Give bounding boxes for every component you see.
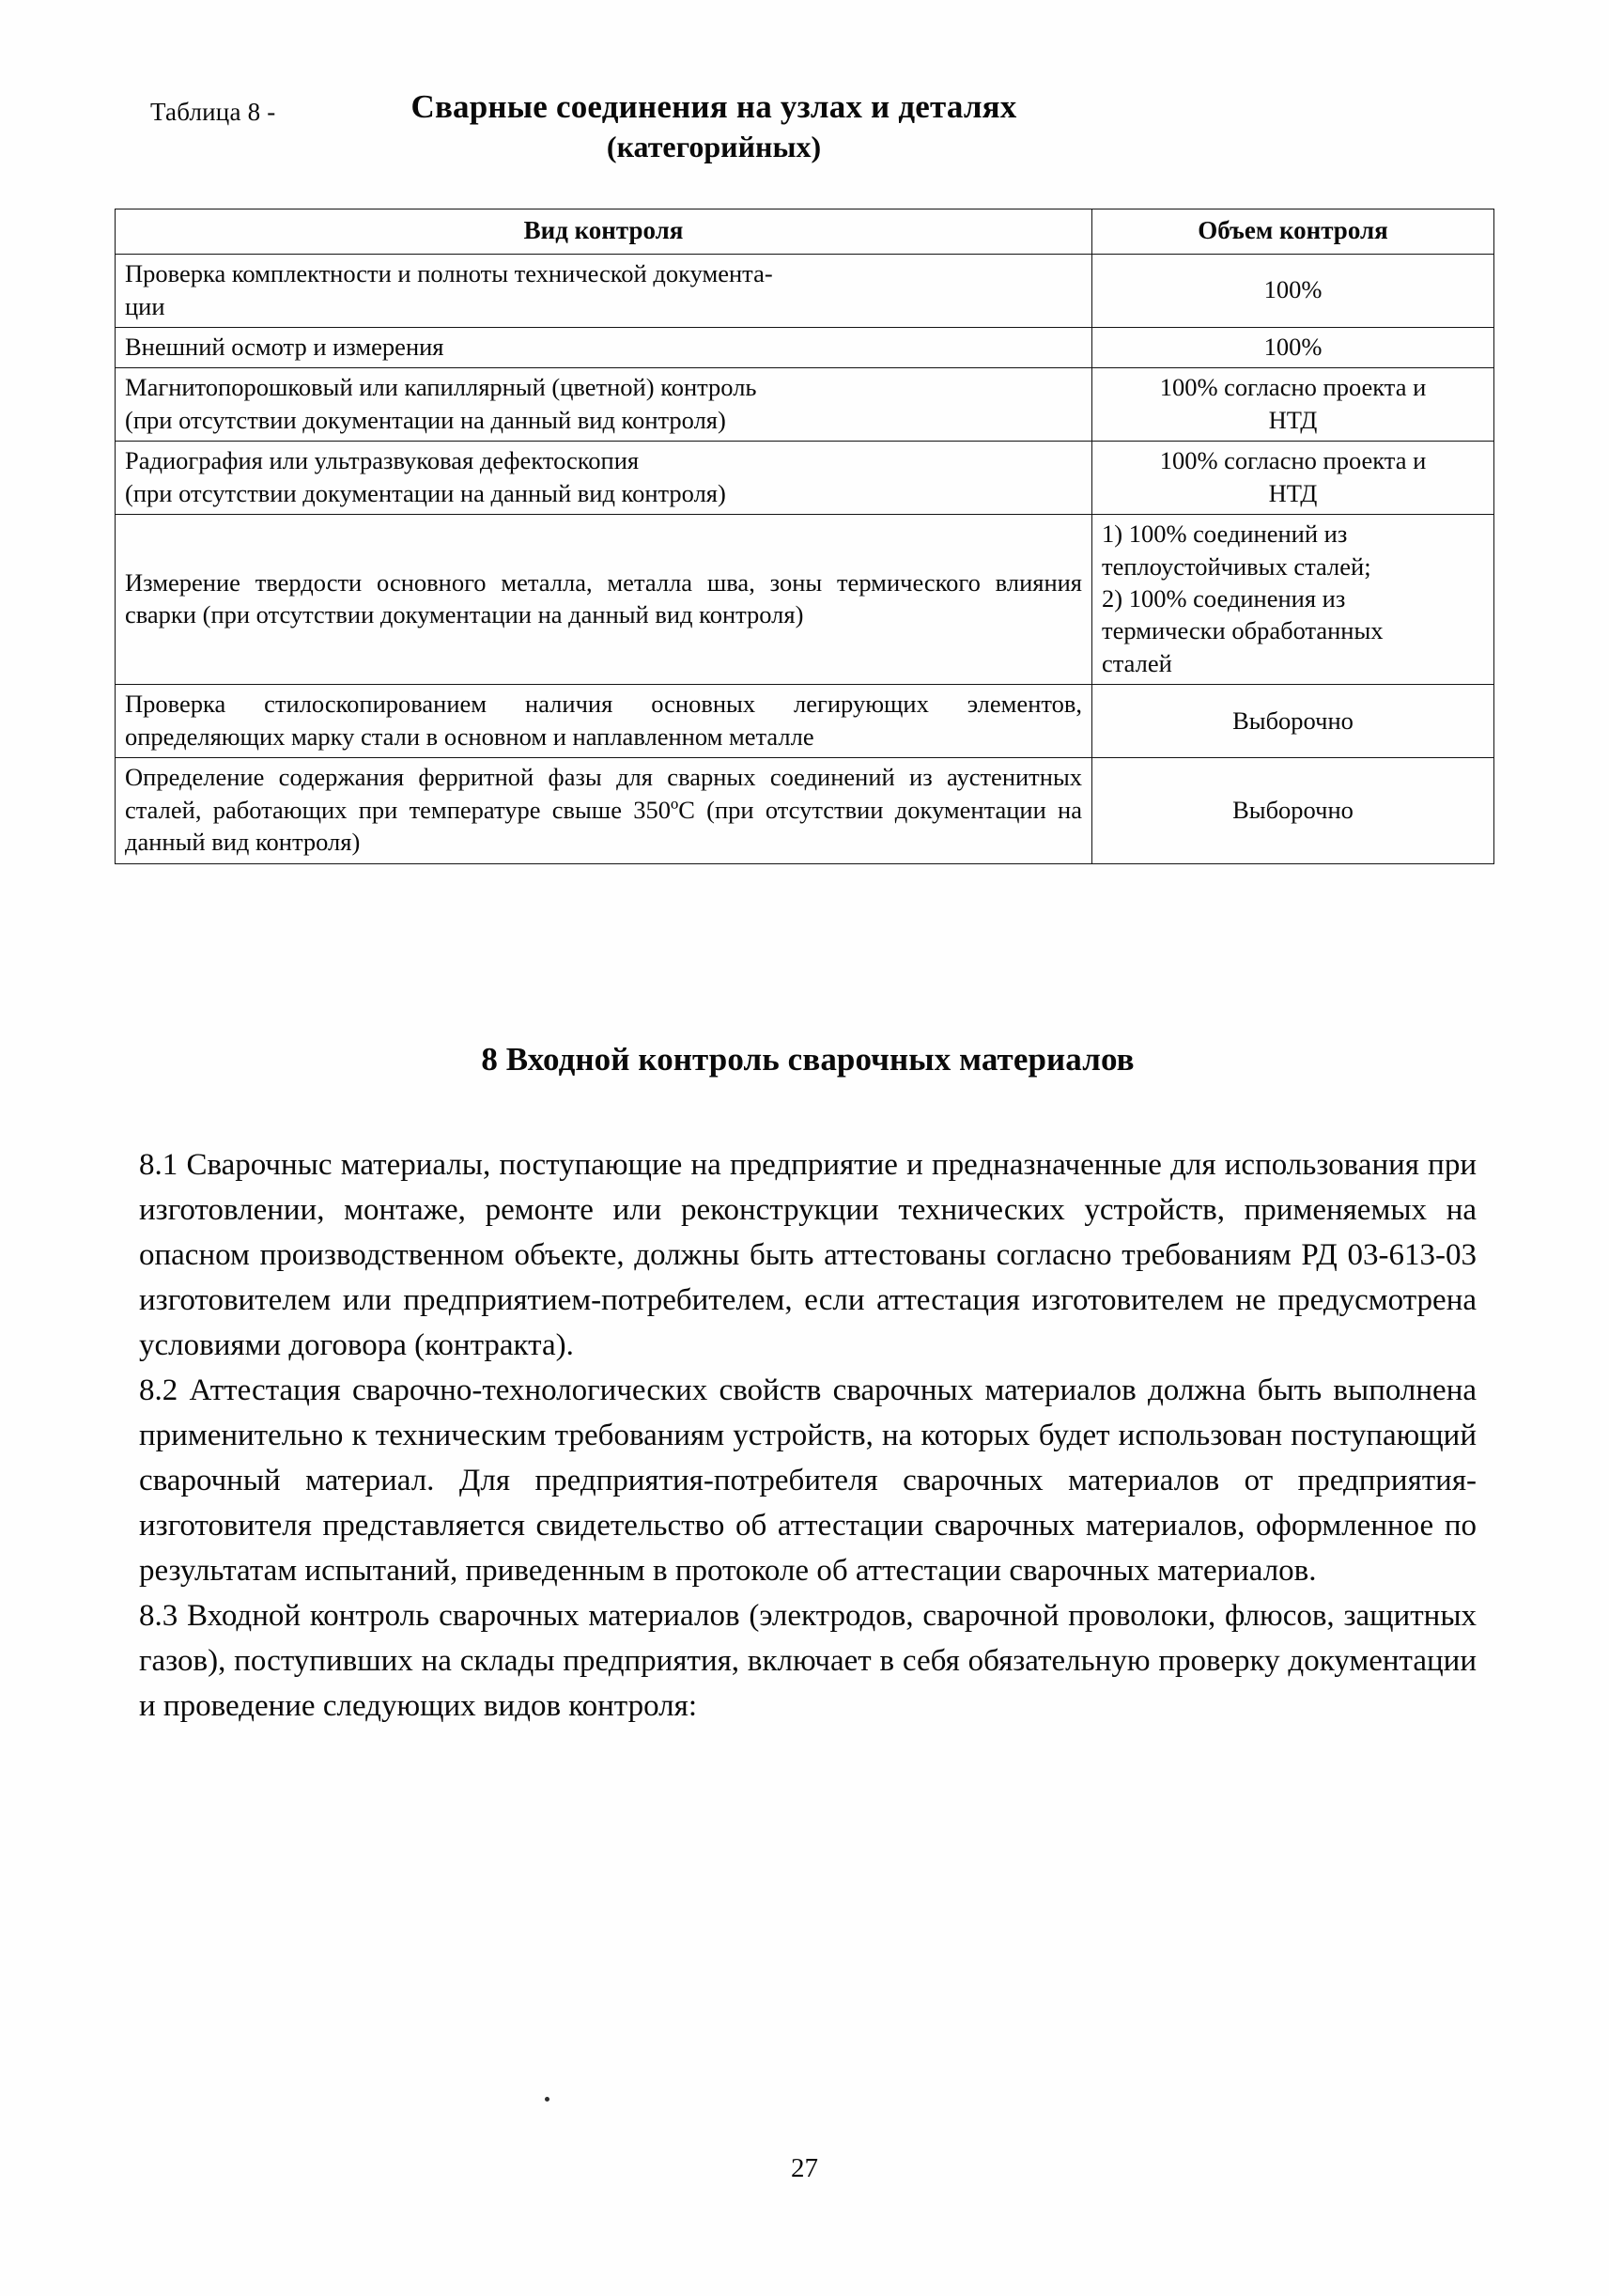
table-row (116, 327, 1494, 367)
table-row (116, 758, 1494, 863)
cell-line: Внешний осмотр и измерения (125, 332, 444, 361)
cell-control-type (116, 442, 1092, 515)
cell-control-type (116, 327, 1092, 367)
cell-line: 100% (1263, 275, 1323, 304)
cell-control-volume (1092, 368, 1494, 442)
cell-line: 2) 100% соединения из (1102, 584, 1346, 613)
cell-line: 100% согласно проекта и (1159, 373, 1427, 402)
cell-line: 100% согласно проекта и (1159, 446, 1427, 475)
cell-control-type: Проверка стилоскопированием наличия основных легирующих элементов, определяющих марку стали в основном и наплавленном металле (116, 685, 1092, 758)
cell-line: сталей (1102, 648, 1172, 677)
cell-control-volume (1092, 442, 1494, 515)
table-caption-label: Таблица 8 - (150, 98, 276, 126)
table-row (116, 442, 1494, 515)
cell-control-type: Измерение твердости основного металла, металла шва, зоны термического влияния сварки (при отсутствии документации на данный вид контроля) (116, 515, 1092, 685)
cell-line: (при отсутствии документации на данный вид контроля) (125, 405, 726, 434)
table-caption-title: Сварные соединения на узлах и деталях (410, 88, 1017, 125)
cell-control-type (116, 255, 1092, 328)
table-row (116, 515, 1494, 685)
scan-artifact-dot (545, 2097, 549, 2102)
cell-line: (при отсутствии документации на данный вид контроля) (125, 478, 726, 507)
column-header-control-volume: Объем контроля (1092, 209, 1494, 255)
cell-line: термически обработанных (1102, 616, 1384, 645)
control-table (115, 209, 1494, 864)
cell-control-type: Определение содержания ферритной фазы для сварных соединений из аустенитных сталей, работающих при температуре свыше 350ºС (при отсутствии документации на данный вид контроля) (116, 758, 1092, 863)
cell-line: НТД (1268, 405, 1318, 434)
table-caption-block (169, 86, 1259, 164)
paragraph-8-3: 8.3 Входной контроль сварочных материалов (электродов, сварочной проволоки, флюсов, защитных газов), поступивших на склады предприятия, включает в себя обязательную проверку документации и проведение следующих видов контроля: (139, 1599, 1477, 1723)
page-number: 27 (791, 2153, 818, 2183)
control-table-wrapper (115, 209, 1493, 864)
table-row (116, 685, 1494, 758)
cell-line: Магнитопорошковый или капиллярный (цветной) контроль (125, 373, 757, 402)
cell-control-type (116, 368, 1092, 442)
table-header-row (116, 209, 1494, 255)
cell-line: теплоустойчивых сталей; (1102, 551, 1371, 581)
paragraph-8-2: 8.2 Аттестация сварочно-технологических свойств сварочных материалов должна быть выполнена применительно к техническим требованиям устройств, на которых будет использован поступающий сварочный материал. Для предприятия-потребителя сварочных материалов от предприятия-изготовителя представляется свидетельство об аттестации сварочных материалов, оформленное по результатам испытаний, приведенным в протоколе об аттестации сварочных материалов. (139, 1373, 1477, 1588)
cell-line: ции (125, 291, 165, 320)
cell-line: 100% (1263, 332, 1323, 361)
cell-line: Проверка комплектности и полноты технической документа- (125, 259, 773, 288)
cell-line: Выборочно (1232, 795, 1354, 824)
table-row (116, 255, 1494, 328)
section-heading: 8 Входной контроль сварочных материалов (481, 1041, 1135, 1078)
cell-line: Радиография или ультразвуковая дефектоскопия (125, 446, 640, 475)
table-caption-subtitle: (категорийных) (606, 129, 822, 163)
paragraph-8-1: 8.1 Сварочныс материалы, поступающие на предприятие и предназначенные для использования при изготовлении, монтаже, ремонте или реконструкции технических устройств, применяемых на опасном производственном объекте, должны быть аттестованы согласно требованиям РД 03-613-03 изготовителем или предприятием-потребителем, если аттестация изготовителем не предусмотрена условиями договора (контракта). (139, 1148, 1477, 1362)
cell-control-volume (1092, 255, 1494, 328)
cell-control-volume (1092, 515, 1494, 685)
cell-control-volume (1092, 758, 1494, 863)
body-text-block (139, 1142, 1477, 1729)
cell-control-volume (1092, 685, 1494, 758)
cell-line: Выборочно (1232, 706, 1354, 735)
cell-control-volume (1092, 327, 1494, 367)
cell-line: 1) 100% соединений из (1102, 520, 1348, 549)
column-header-control-type: Вид контроля (116, 209, 1092, 255)
table-row (116, 368, 1494, 442)
cell-line: НТД (1268, 478, 1318, 507)
